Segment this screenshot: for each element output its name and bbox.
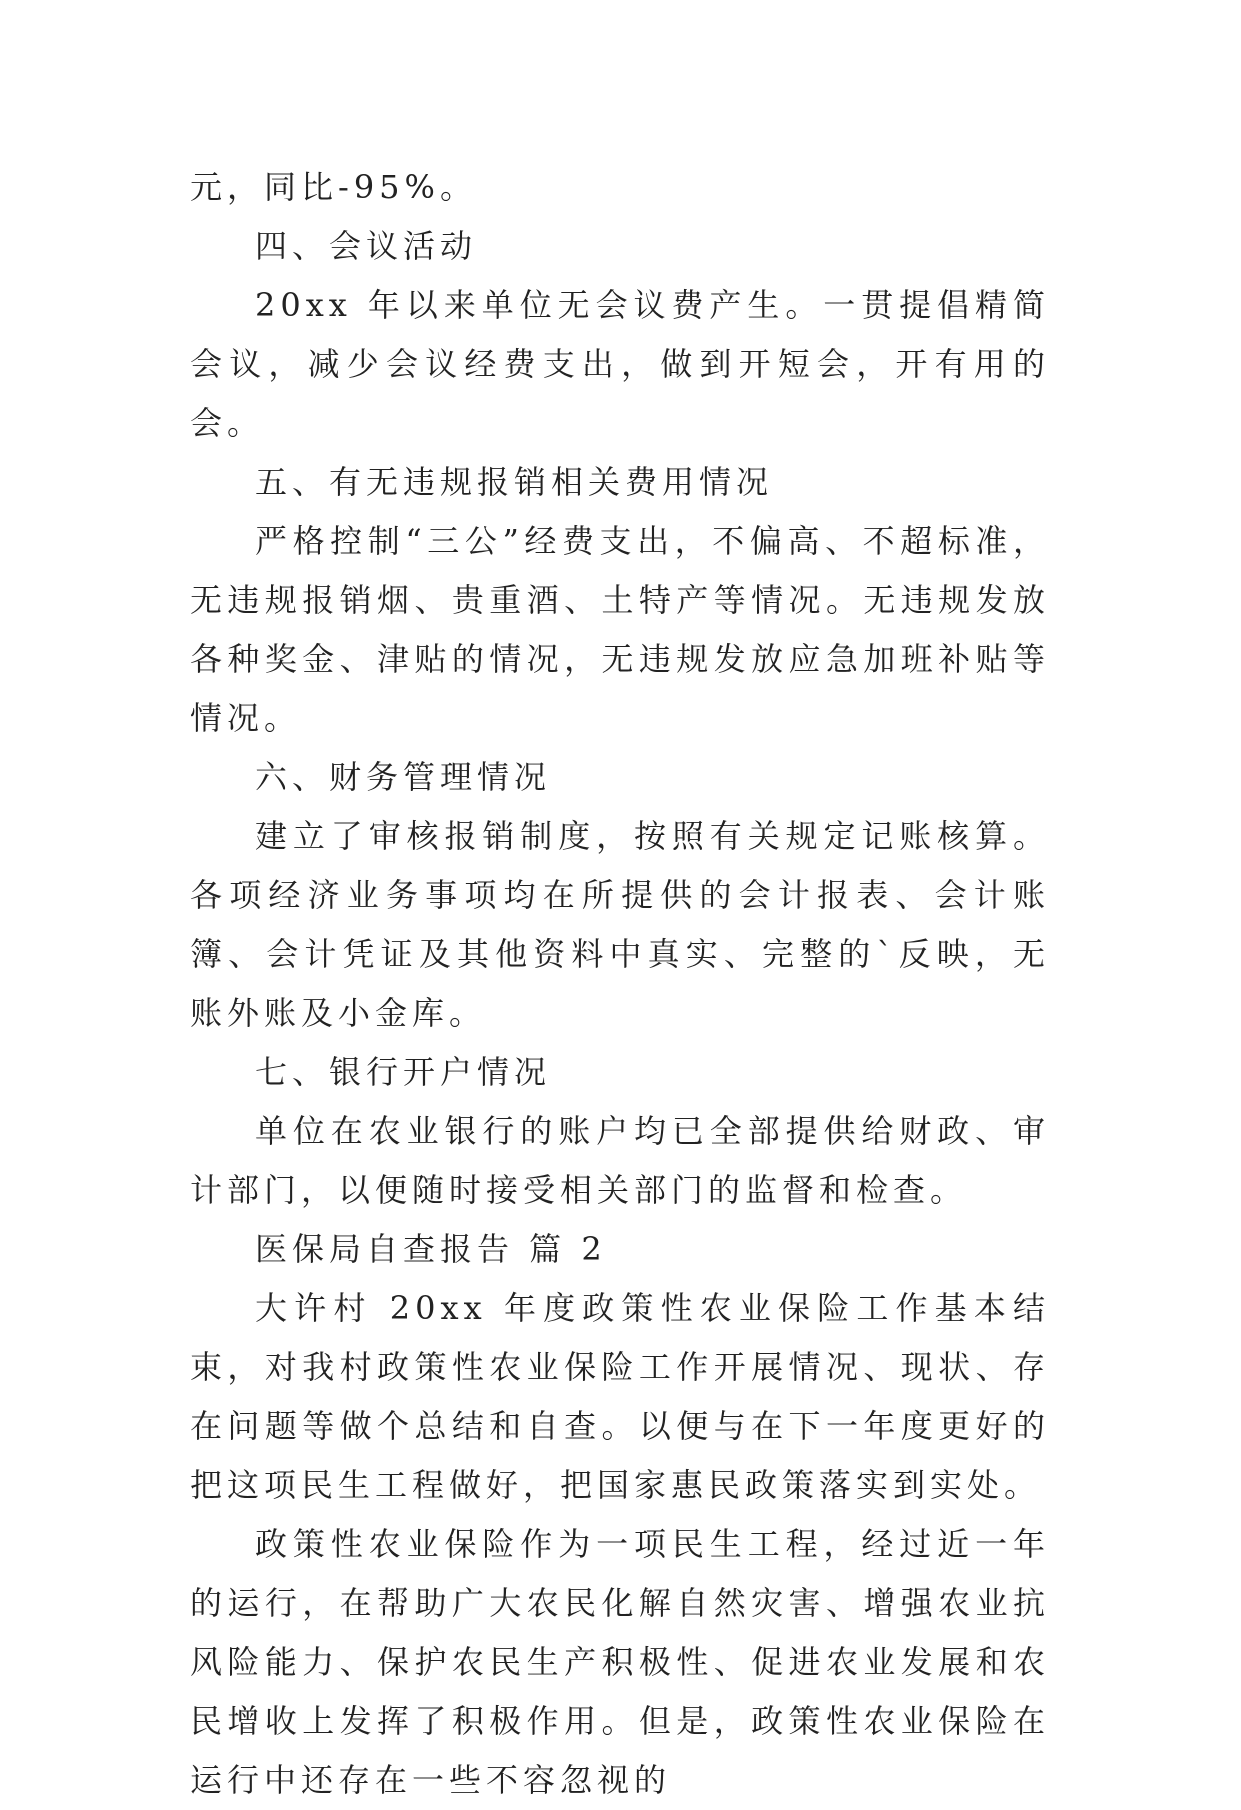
paragraph-finance: 建立了审核报销制度，按照有关规定记账核算。各项经济业务事项均在所提供的会计报表、会计账簿、会计凭证及其他资料中真实、完整的`反映，无账外账及小金库。 (190, 817, 1050, 1032)
section-heading-reimbursement: 五、有无违规报销相关费用情况 (255, 463, 774, 501)
section-heading-bank-accounts: 七、银行开户情况 (255, 1053, 552, 1091)
paragraph-insurance-role: 政策性农业保险作为一项民生工程，经过近一年的运行，在帮助广大农民化解自然灾害、增强农业抗风险能力、保护农民生产积极性、促进农业发展和农民增收上发挥了积极作用。但是，政策性农业保险在运行中还存在一些不容忽视的 (190, 1525, 1050, 1799)
paragraph-reimbursement: 严格控制“三公”经费支出，不偏高、不超标准，无违规报销烟、贵重酒、土特产等情况。无违规发放各种奖金、津贴的情况，无违规发放应急加班补贴等情况。 (190, 522, 1050, 737)
section-heading-meetings: 四、会议活动 (255, 227, 478, 265)
paragraph-continued: 元，同比-95%。 (190, 168, 477, 206)
report-title-part-2: 医保局自查报告 篇 2 (255, 1230, 607, 1268)
paragraph-bank-accounts: 单位在农业银行的账户均已全部提供给财政、审计部门，以便随时接受相关部门的监督和检查。 (190, 1112, 1050, 1209)
section-heading-finance: 六、财务管理情况 (255, 758, 552, 796)
paragraph-insurance-intro: 大许村 20xx 年度政策性农业保险工作基本结束，对我村政策性农业保险工作开展情况、现状、存在问题等做个总结和自查。以便与在下一年度更好的把这项民生工程做好，把国家惠民政策落实到实处。 (190, 1289, 1050, 1504)
document-body (190, 158, 1050, 1810)
paragraph-meetings: 20xx 年以来单位无会议费产生。一贯提倡精简会议，减少会议经费支出，做到开短会，开有用的会。 (190, 286, 1050, 442)
